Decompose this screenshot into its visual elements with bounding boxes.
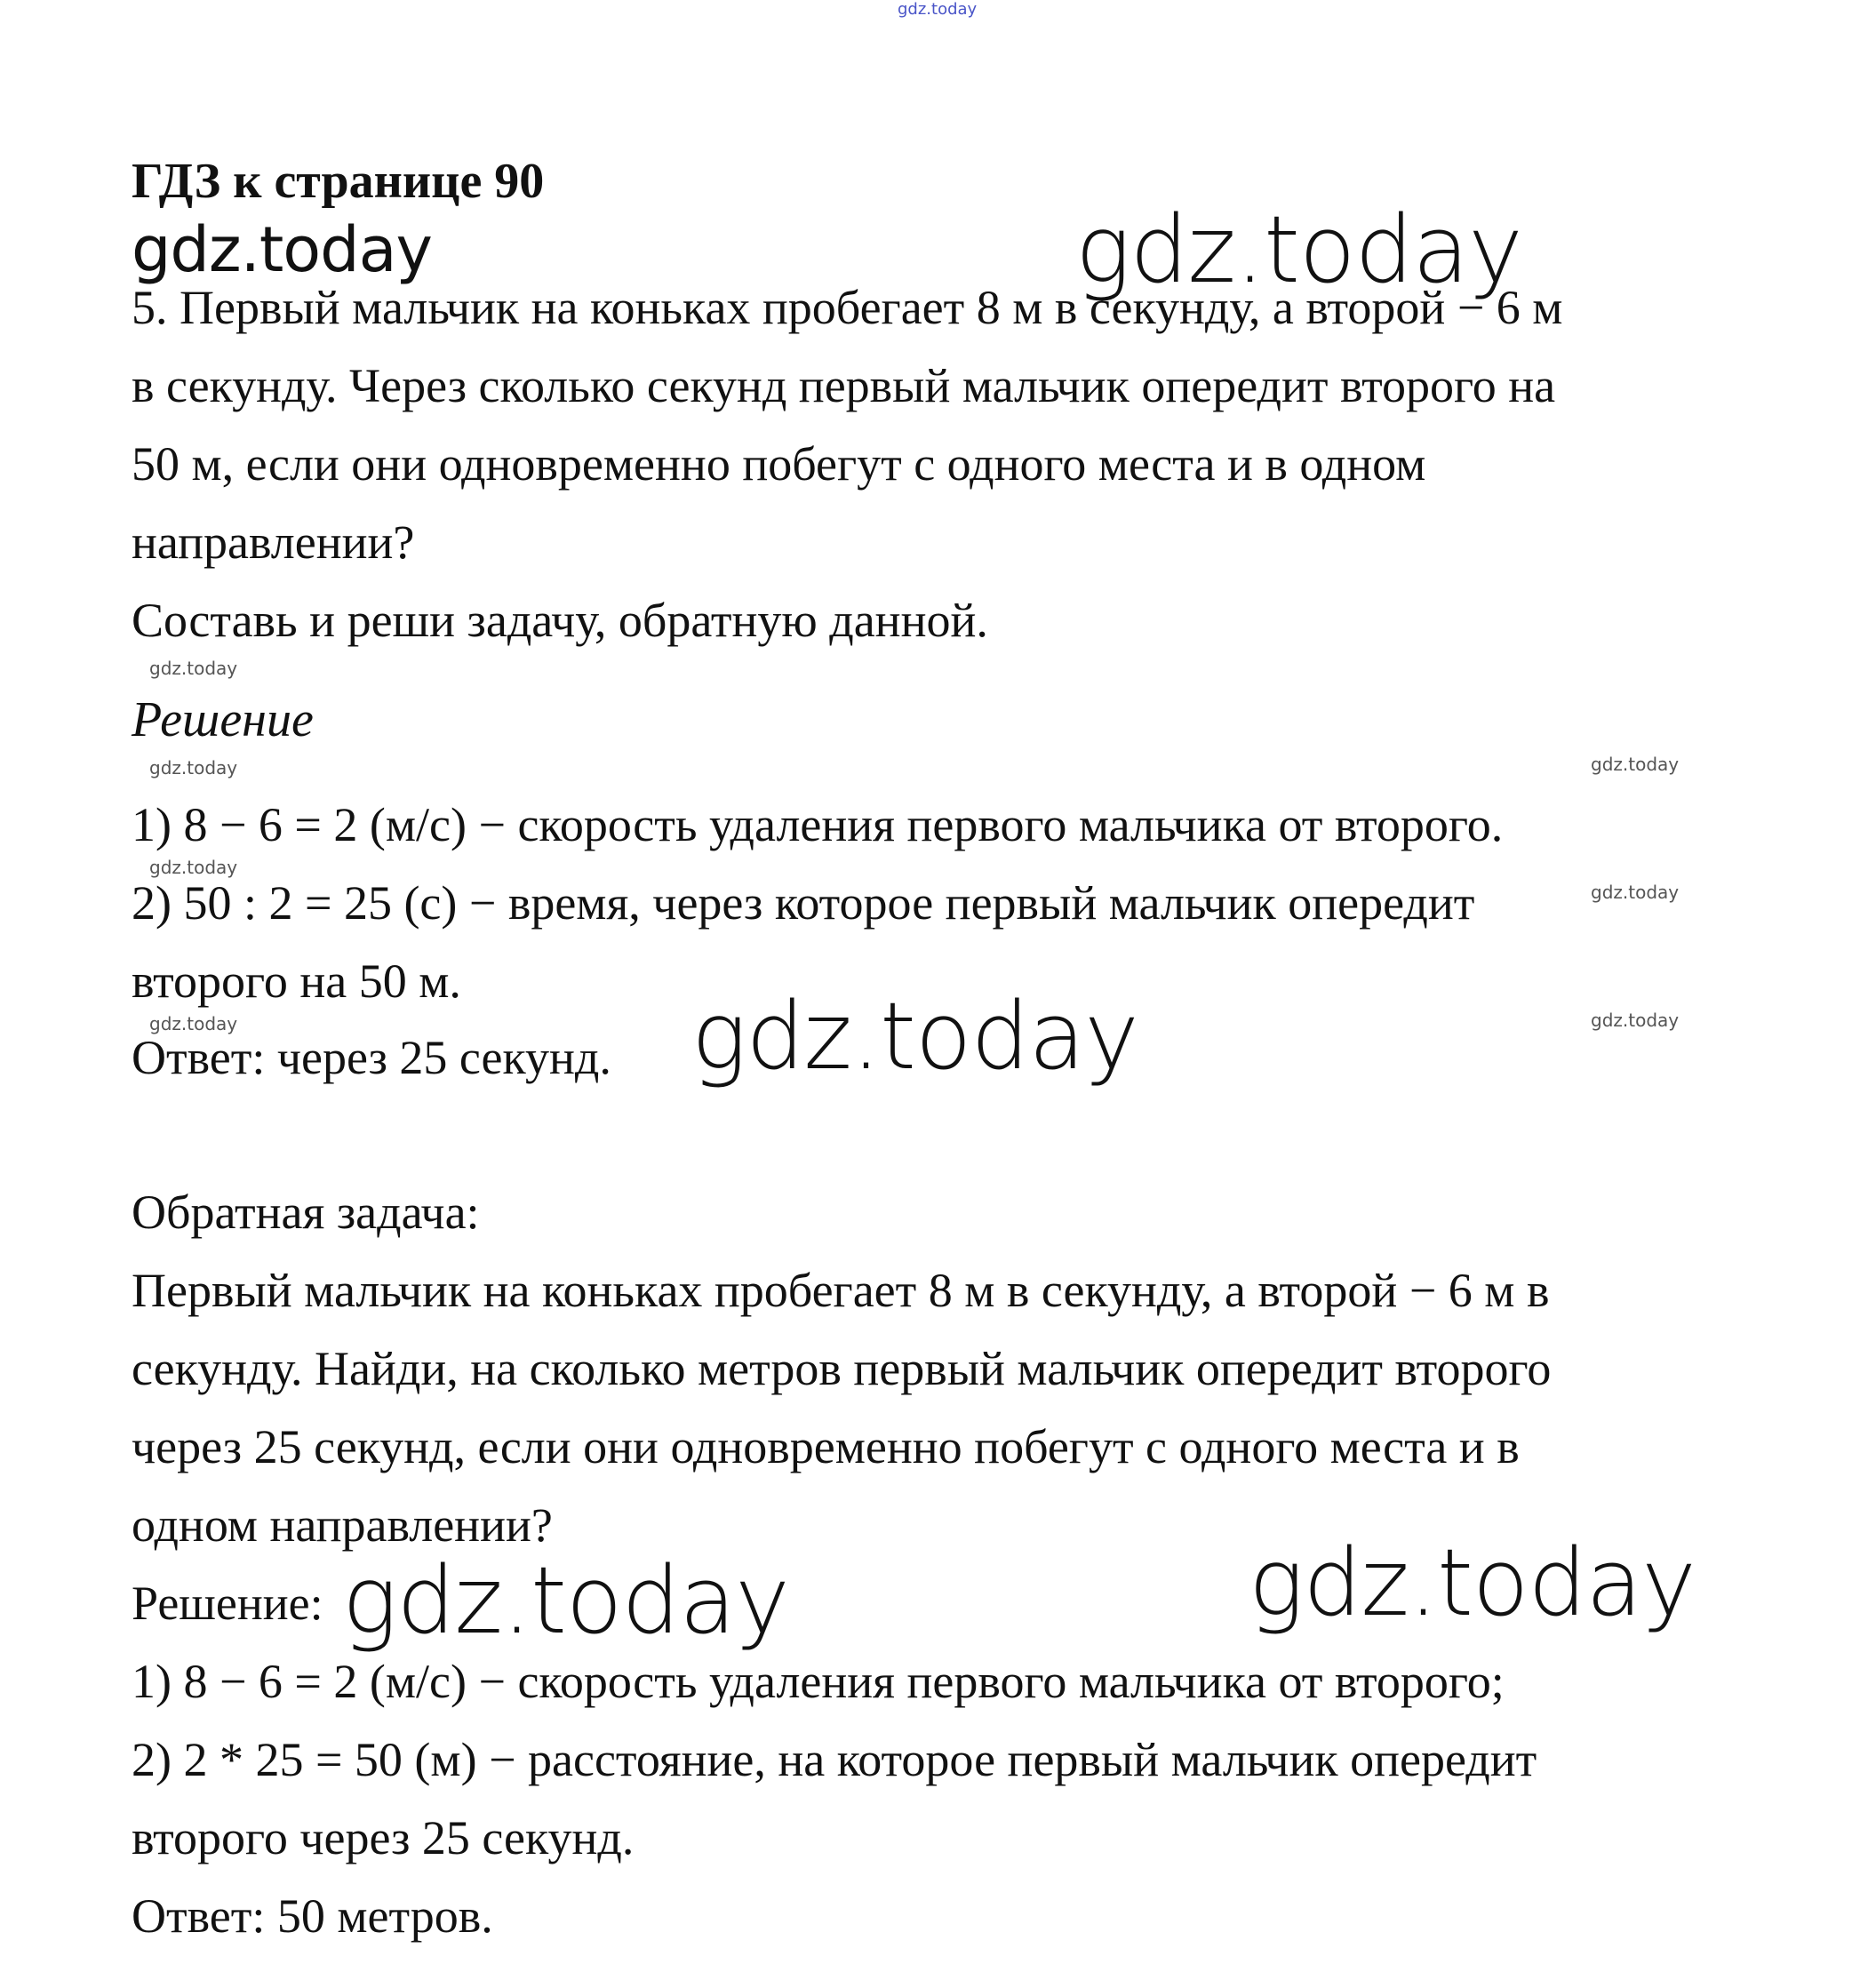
inverse-line-3: через 25 секунд, если они одновременно побегут с одного места и в — [132, 1420, 1520, 1473]
watermark-small-2: gdz.today — [149, 757, 238, 778]
task-line-3: 50 м, если они одновременно побегут с одного места и в одном — [132, 437, 1426, 491]
page-title: ГДЗ к странице 90 — [132, 154, 545, 209]
watermark-medium-1: gdz.today — [132, 213, 432, 286]
watermark-large-2: gdz.today — [691, 982, 1138, 1090]
inverse-answer: Ответ: 50 метров. — [132, 1889, 493, 1943]
inverse-solution-line-1: 1) 8 − 6 = 2 (м/с) − скорость удаления первого мальчика от второго; — [132, 1655, 1505, 1708]
watermark-small-5: gdz.today — [1591, 882, 1680, 903]
watermark-small-3: gdz.today — [1591, 754, 1680, 775]
watermark-large-3: gdz.today — [342, 1546, 789, 1655]
inverse-line-2: секунду. Найди, на сколько метров первый мальчик опередит второго — [132, 1342, 1552, 1395]
solution-line-1: 1) 8 − 6 = 2 (м/с) − скорость удаления первого мальчика от второго. — [132, 798, 1504, 851]
solution-heading: Решение — [132, 692, 314, 747]
watermark-small-1: gdz.today — [149, 658, 238, 679]
inverse-solution-line-3: второго через 25 секунд. — [132, 1811, 635, 1864]
task-line-5: Составь и реши задачу, обратную данной. — [132, 594, 988, 647]
watermark-large-1: gdz.today — [1075, 196, 1522, 304]
solution-answer: Ответ: через 25 секунд. — [132, 1031, 611, 1084]
watermark-small-4: gdz.today — [149, 857, 238, 878]
task-line-1: 5. Первый мальчик на коньках пробегает 8 м в секунду, а второй − 6 м — [132, 281, 1563, 334]
inverse-solution-label: Решение: — [132, 1577, 323, 1630]
watermark-small-6: gdz.today — [149, 1013, 238, 1034]
watermark-small-7: gdz.today — [1591, 1010, 1680, 1031]
task-line-2: в секунду. Через сколько секунд первый мальчик опередит второго на — [132, 359, 1556, 412]
inverse-solution-line-2: 2) 2 * 25 = 50 (м) − расстояние, на которое первый мальчик опередит — [132, 1733, 1537, 1786]
solution-line-3: второго на 50 м. — [132, 954, 461, 1008]
inverse-line-4: одном направлении? — [132, 1498, 553, 1552]
watermark-top: gdz.today — [898, 0, 978, 19]
task-line-4: направлении? — [132, 515, 415, 569]
watermark-large-4: gdz.today — [1249, 1529, 1696, 1637]
inverse-line-1: Первый мальчик на коньках пробегает 8 м в секунду, а второй − 6 м в — [132, 1264, 1550, 1317]
solution-line-2: 2) 50 : 2 = 25 (с) − время, через которое первый мальчик опередит — [132, 876, 1475, 930]
inverse-heading: Обратная задача: — [132, 1186, 480, 1239]
